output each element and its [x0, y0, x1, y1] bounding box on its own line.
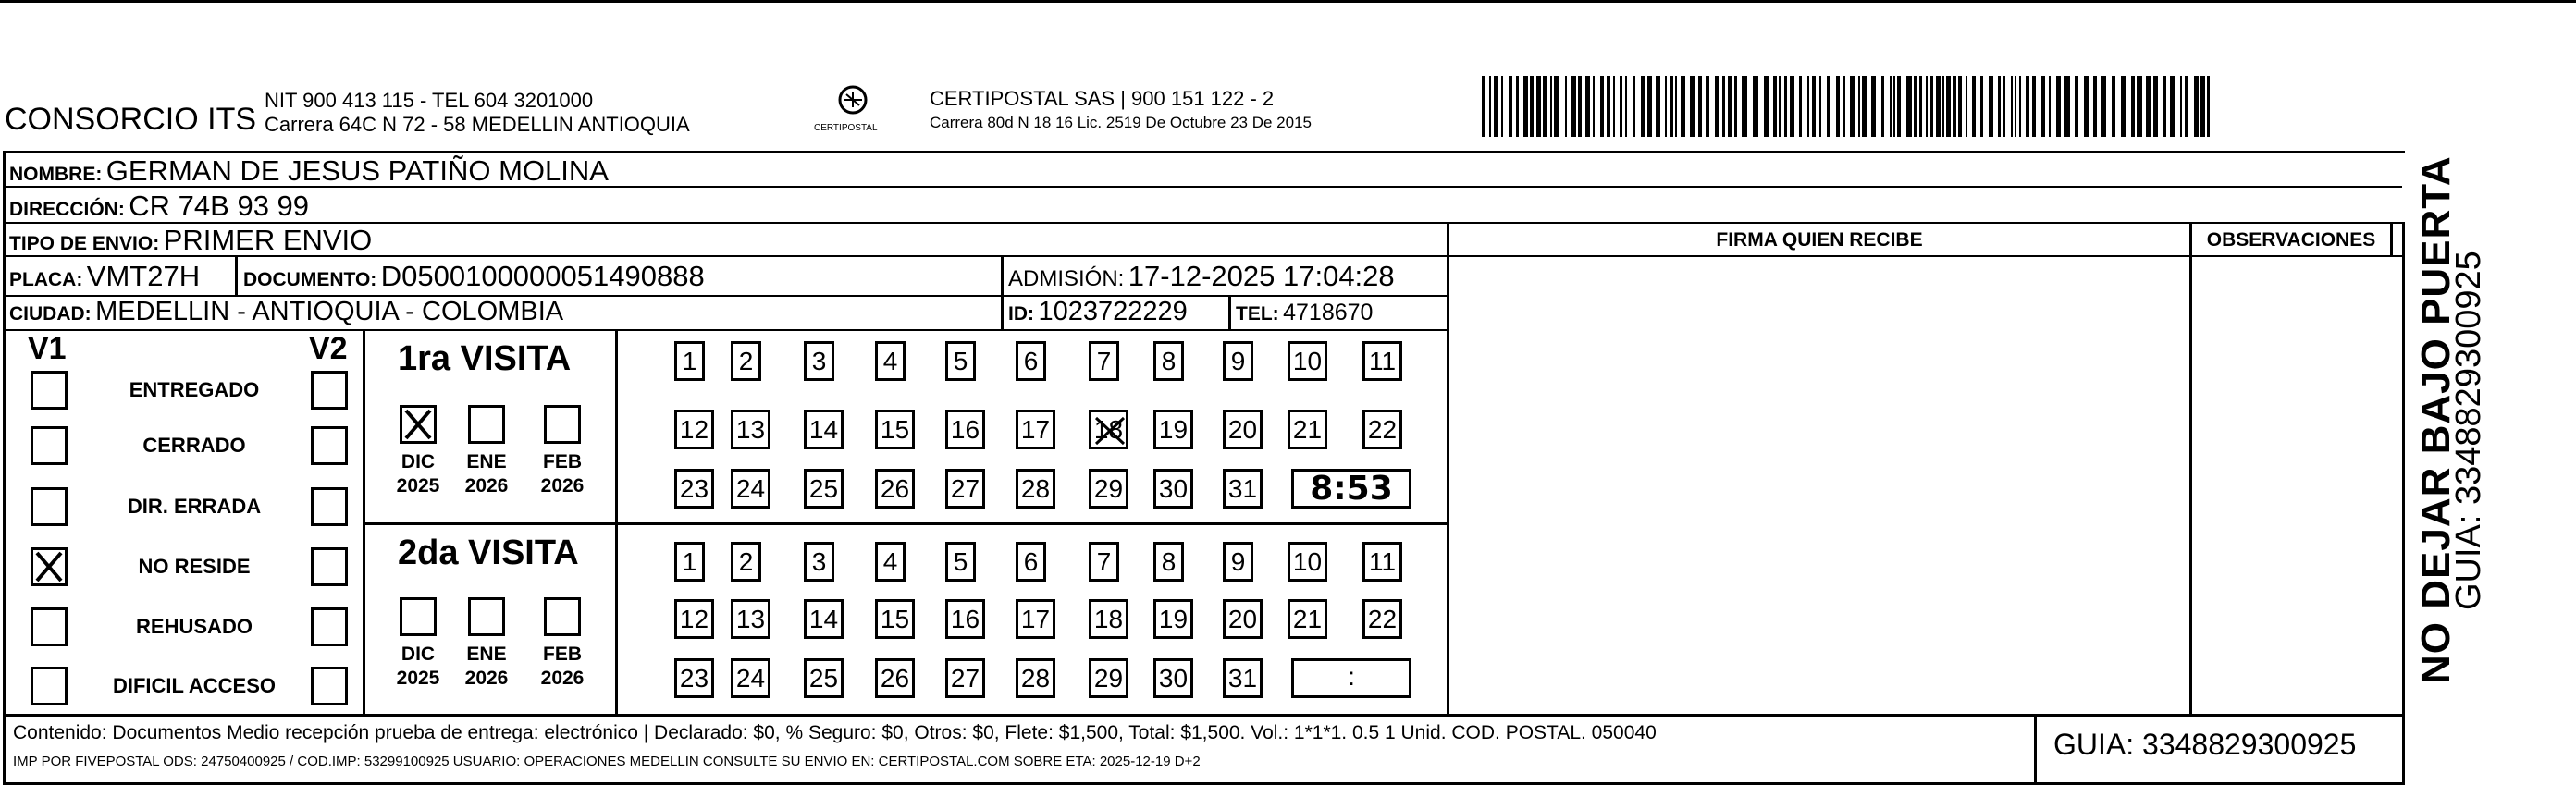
barcode-bar — [1799, 76, 1802, 137]
day-box[interactable]: 25 — [804, 658, 844, 698]
day-box[interactable]: 9 — [1223, 542, 1253, 582]
col-obs-right — [2390, 222, 2393, 256]
barcode-bar — [1926, 76, 1928, 137]
barcode-bar — [1698, 76, 1702, 137]
placa-value: VMT27H — [86, 260, 201, 292]
month-year: 2026 — [464, 668, 509, 689]
placa-sep — [235, 255, 238, 296]
month-name: DIC — [401, 644, 436, 665]
day-box[interactable]: 7 — [1089, 341, 1119, 381]
company-name: CONSORCIO ITS — [5, 102, 257, 137]
barcode-bar — [1807, 76, 1809, 137]
barcode-bar — [1862, 76, 1867, 137]
month-name: ENE — [466, 451, 507, 472]
month-year: 2026 — [540, 668, 585, 689]
day-box[interactable]: 31 — [1223, 658, 1263, 698]
day-box[interactable]: 4 — [875, 341, 906, 381]
barcode-bar — [2011, 76, 2013, 137]
barcode-bar — [1773, 76, 1777, 137]
v1-checkbox[interactable] — [31, 426, 68, 465]
status-label: ENTREGADO — [129, 378, 260, 401]
barcode-bar — [2015, 76, 2016, 137]
barcode-bar — [2180, 76, 2182, 137]
ciudad-value: MEDELLIN - ANTIOQUIA - COLOMBIA — [95, 297, 564, 326]
barcode-bar — [2163, 76, 2166, 137]
barcode-bar — [2207, 76, 2210, 137]
visits-sep — [363, 522, 1448, 525]
frame-left — [3, 151, 6, 785]
day-box[interactable]: 13 — [731, 410, 770, 449]
barcode-bar — [1613, 76, 1615, 137]
day-box[interactable]: 15 — [875, 599, 915, 639]
barcode-bar — [1509, 76, 1512, 137]
day-box[interactable]: 5 — [945, 542, 976, 582]
v1-label: V1 — [28, 331, 67, 366]
day-box[interactable]: 10 — [1288, 542, 1327, 582]
barcode-bar — [1953, 76, 1956, 137]
barcode-bar — [1958, 76, 1962, 137]
day-box[interactable]: 30 — [1153, 469, 1193, 509]
barcode-bar — [1998, 76, 2001, 137]
day-box[interactable]: 14 — [804, 599, 844, 639]
barcode-bar — [1550, 76, 1552, 137]
barcode-bar — [1516, 76, 1519, 137]
barcode-bar — [1554, 76, 1559, 137]
v2-checkbox[interactable] — [311, 607, 348, 646]
v2-label: V2 — [309, 331, 348, 366]
status-label: CERRADO — [142, 434, 246, 457]
barcode-bar — [1893, 76, 1895, 137]
barcode-bar — [2101, 76, 2106, 137]
month-name: DIC — [401, 451, 436, 472]
barcode-bar — [2003, 76, 2005, 137]
barcode-bar — [1980, 76, 1983, 137]
col-firma-left — [1447, 222, 1449, 715]
certipostal-logo — [807, 83, 899, 141]
admision-label: ADMISIÓN: — [1008, 266, 1125, 291]
barcode-bar — [1890, 76, 1892, 137]
barcode-bar — [1523, 76, 1528, 137]
day-box[interactable]: 12 — [674, 410, 714, 449]
barcode-bar — [1585, 76, 1590, 137]
placa-label: PLACA: — [9, 269, 83, 290]
status-label: REHUSADO — [136, 615, 253, 638]
month-year: 2025 — [396, 475, 440, 497]
day-box[interactable]: 2 — [731, 542, 761, 582]
barcode-bar — [1489, 76, 1491, 137]
day-box[interactable]: 24 — [731, 469, 770, 509]
v2-checkbox[interactable] — [311, 667, 348, 705]
tipo-envio-label: TIPO DE ENVIO: — [9, 233, 160, 254]
day-box[interactable]: 5 — [945, 341, 976, 381]
barcode-bar — [1647, 76, 1652, 137]
barcode-bar — [1593, 76, 1595, 137]
barcode-bar — [1819, 76, 1821, 137]
barcode-bar — [1972, 76, 1976, 137]
status-label: DIR. ERRADA — [127, 495, 262, 518]
side-warning: NO DEJAR BAJO PUERTA — [2413, 155, 2459, 684]
barcode-bar — [1530, 76, 1534, 137]
barcode-bar — [1641, 76, 1645, 137]
company-address: Carrera 64C N 72 - 58 MEDELLIN ANTIOQUIA — [265, 113, 690, 136]
admision-value: 17-12-2025 17:04:28 — [1128, 260, 1395, 292]
frame-top — [3, 151, 2405, 153]
v1-checkbox[interactable] — [31, 547, 68, 586]
v1-checkbox[interactable] — [31, 667, 68, 705]
second-visit-title: 2da VISITA — [398, 533, 579, 572]
day-box[interactable]: 29 — [1089, 469, 1128, 509]
day-box[interactable]: 13 — [731, 599, 770, 639]
tel-sep — [1228, 295, 1231, 329]
barcode-bar — [2131, 76, 2135, 137]
day-box[interactable]: 30 — [1153, 658, 1193, 698]
barcode-bar — [2153, 76, 2158, 137]
day-box[interactable]: 23 — [674, 469, 714, 509]
day-box[interactable]: 25 — [804, 469, 844, 509]
day-box[interactable]: 3 — [804, 542, 834, 582]
barcode-bar — [1734, 76, 1737, 137]
barcode-bar — [1881, 76, 1884, 137]
month-name: ENE — [466, 644, 507, 665]
month-checkbox[interactable] — [400, 597, 437, 636]
barcode-bar — [1715, 76, 1719, 137]
barcode-bar — [1706, 76, 1709, 137]
time-box[interactable]: 8:53 — [1291, 469, 1411, 509]
barcode-bar — [1836, 76, 1840, 137]
barcode-bar — [1790, 76, 1794, 137]
day-box[interactable]: 18 — [1089, 599, 1128, 639]
barcode-bar — [1670, 76, 1673, 137]
barcode-bar — [2049, 76, 2051, 137]
day-box[interactable]: 26 — [875, 658, 915, 698]
nombre-label: NOMBRE: — [9, 164, 103, 185]
day-box[interactable]: 15 — [875, 410, 915, 449]
v1-checkbox[interactable] — [31, 487, 68, 526]
barcode-bar — [2194, 76, 2199, 137]
barcode-bar — [1722, 76, 1725, 137]
barcode-bar — [1946, 76, 1951, 137]
month-name: FEB — [543, 451, 582, 472]
barcode-bar — [1607, 76, 1610, 137]
barcode-bar — [1565, 76, 1567, 137]
day-box[interactable]: 17 — [1016, 410, 1055, 449]
day-box[interactable]: 1 — [674, 542, 705, 582]
day-box[interactable]: 1 — [674, 341, 705, 381]
barcode-bar — [1675, 76, 1677, 137]
day-box[interactable]: 28 — [1016, 658, 1055, 698]
day-box[interactable]: 8 — [1153, 542, 1184, 582]
carrier-address: Carrera 80d N 18 16 Lic. 2519 De Octubre 23 De 2015 — [930, 114, 1312, 131]
barcode-bar — [1690, 76, 1695, 137]
barcode-bar — [2019, 76, 2021, 137]
ciudad-label: CIUDAD: — [9, 303, 92, 325]
barcode-bar — [1753, 76, 1758, 137]
barcode-bar — [1966, 76, 1967, 137]
documento-value: D0500100000051490888 — [380, 260, 705, 292]
barcode-bar — [1482, 76, 1485, 137]
observaciones-header: OBSERVACIONES — [2206, 229, 2376, 251]
side-guia: GUIA: 3348829300925 — [2449, 251, 2488, 610]
barcode — [1482, 76, 2214, 137]
day-box[interactable]: 6 — [1016, 341, 1046, 381]
status-label: DIFICIL ACCESO — [112, 674, 276, 697]
barcode-bar — [1930, 76, 1933, 137]
barcode-bar — [1536, 76, 1541, 137]
month-checkbox[interactable] — [400, 405, 437, 444]
barcode-bar — [2093, 76, 2097, 137]
frame-right — [2402, 222, 2405, 785]
barcode-bar — [1620, 76, 1622, 137]
v2-checkbox[interactable] — [311, 547, 348, 586]
barcode-bar — [1779, 76, 1781, 137]
barcode-bar — [2056, 76, 2061, 137]
barcode-bar — [1728, 76, 1732, 137]
frame-bottom — [3, 782, 2405, 785]
month-checkbox[interactable] — [544, 405, 581, 444]
footer-contenido: Contenido: Documentos Medio recepción prueba de entrega: electrónico | Declarado: $0, % Seguro: $0, Otros: $0, Flete: $1,500, Total: $1,500. Vol.: 1*1*1. 0.5 1 Unid. COD. POSTAL. 050040 — [13, 722, 1657, 743]
month-year: 2026 — [540, 475, 585, 497]
barcode-bar — [1543, 76, 1547, 137]
barcode-bar — [1625, 76, 1627, 137]
barcode-bar — [2032, 76, 2036, 137]
id-label: ID: — [1008, 303, 1034, 325]
barcode-bar — [1936, 76, 1941, 137]
day-box[interactable]: 18 — [1089, 410, 1128, 449]
admision-sep — [1001, 255, 1004, 329]
footer-guia: GUIA: 3348829300925 — [2053, 728, 2357, 761]
barcode-bar — [1989, 76, 1993, 137]
direccion-value: CR 74B 93 99 — [129, 190, 310, 222]
barcode-bar — [1742, 76, 1747, 137]
barcode-bar — [1501, 76, 1503, 137]
barcode-bar — [2075, 76, 2078, 137]
barcode-bar — [1919, 76, 1922, 137]
day-box[interactable]: 20 — [1223, 410, 1263, 449]
month-checkbox[interactable] — [544, 597, 581, 636]
day-box[interactable]: 11 — [1362, 542, 1402, 582]
day-box[interactable]: 4 — [875, 542, 906, 582]
barcode-bar — [2121, 76, 2126, 137]
day-box[interactable]: 26 — [875, 469, 915, 509]
day-box[interactable]: 21 — [1288, 599, 1327, 639]
carrier-name: CERTIPOSTAL SAS | 900 151 122 - 2 — [930, 87, 1275, 110]
barcode-bar — [2170, 76, 2175, 137]
day-box[interactable]: 17 — [1016, 599, 1055, 639]
day-box[interactable]: 2 — [731, 341, 761, 381]
tel-label: TEL: — [1236, 303, 1279, 325]
row-sep-5 — [3, 329, 1449, 331]
day-box[interactable]: 21 — [1288, 410, 1327, 449]
barcode-bar — [2137, 76, 2142, 137]
day-box[interactable]: 28 — [1016, 469, 1055, 509]
month-checkbox[interactable] — [468, 405, 505, 444]
day-box[interactable]: 16 — [945, 410, 985, 449]
barcode-bar — [1906, 76, 1912, 137]
firma-header: FIRMA QUIEN RECIBE — [1716, 229, 1923, 251]
documento-label: DOCUMENTO: — [243, 269, 377, 290]
day-box[interactable]: 12 — [674, 599, 714, 639]
footer-imp: IMP POR FIVEPOSTAL ODS: 24750400925 / COD.IMP: 53299100925 USUARIO: OPERACIONES MEDELLIN CONSULTE SU ENVIO EN: CERTIPOSTAL.COM SOBRE ETA: 2025-12-19 D+2 — [13, 754, 1201, 769]
barcode-bar — [1764, 76, 1769, 137]
month-year: 2025 — [396, 668, 440, 689]
barcode-bar — [1858, 76, 1860, 137]
barcode-bar — [1494, 76, 1498, 137]
barcode-bar — [1914, 76, 1917, 137]
day-box[interactable]: 22 — [1362, 410, 1402, 449]
month-year: 2026 — [464, 475, 509, 497]
day-box[interactable]: 19 — [1153, 410, 1193, 449]
day-box[interactable]: 23 — [674, 658, 714, 698]
barcode-bar — [2064, 76, 2070, 137]
barcode-bar — [1871, 76, 1876, 137]
day-box[interactable]: 7 — [1089, 542, 1119, 582]
barcode-bar — [1827, 76, 1830, 137]
nombre-value: GERMAN DE JESUS PATIÑO MOLINA — [105, 154, 609, 187]
barcode-bar — [1850, 76, 1855, 137]
logo-caption: CERTIPOSTAL — [814, 123, 878, 133]
day-box[interactable]: 22 — [1362, 599, 1402, 639]
day-box[interactable]: 16 — [945, 599, 985, 639]
barcode-bar — [1681, 76, 1685, 137]
month-checkbox[interactable] — [468, 597, 505, 636]
day-box[interactable]: 9 — [1223, 341, 1253, 381]
v2-checkbox[interactable] — [311, 371, 348, 410]
tel-value: 4718670 — [1283, 300, 1374, 325]
day-box[interactable]: 31 — [1223, 469, 1263, 509]
barcode-bar — [1784, 76, 1787, 137]
barcode-bar — [1578, 76, 1582, 137]
barcode-bar — [1897, 76, 1901, 137]
barcode-bar — [2200, 76, 2205, 137]
v1-checkbox[interactable] — [31, 371, 68, 410]
day-box[interactable]: 27 — [945, 469, 985, 509]
v2-checkbox[interactable] — [311, 487, 348, 526]
day-box[interactable]: 19 — [1153, 599, 1193, 639]
barcode-bar — [2112, 76, 2115, 137]
barcode-bar — [1942, 76, 1944, 137]
barcode-bar — [1571, 76, 1576, 137]
day-box[interactable]: 3 — [804, 341, 834, 381]
status-label: NO RESIDE — [138, 555, 251, 578]
tipo-envio-value: PRIMER ENVIO — [163, 224, 373, 256]
first-visit-title: 1ra VISITA — [398, 339, 572, 378]
barcode-bar — [2146, 76, 2151, 137]
v1-checkbox[interactable] — [31, 607, 68, 646]
barcode-bar — [1665, 76, 1667, 137]
barcode-bar — [2084, 76, 2089, 137]
day-box[interactable]: 29 — [1089, 658, 1128, 698]
day-box[interactable]: 6 — [1016, 542, 1046, 582]
top-rule — [0, 0, 2576, 3]
day-box[interactable]: 11 — [1362, 341, 1402, 381]
day-box[interactable]: 27 — [945, 658, 985, 698]
day-box[interactable]: 10 — [1288, 341, 1327, 381]
v2-checkbox[interactable] — [311, 426, 348, 465]
barcode-bar — [2026, 76, 2029, 137]
day-mark-icon — [1091, 412, 1128, 458]
col-obs-left — [2189, 222, 2192, 715]
barcode-bar — [2041, 76, 2045, 137]
time-box[interactable]: : — [1291, 658, 1411, 698]
month-name: FEB — [543, 644, 582, 665]
day-box[interactable]: 14 — [804, 410, 844, 449]
barcode-bar — [1633, 76, 1635, 137]
guia-sep — [2034, 714, 2037, 785]
day-box[interactable]: 8 — [1153, 341, 1184, 381]
direccion-label: DIRECCIÓN: — [9, 199, 125, 220]
day-box[interactable]: 24 — [731, 658, 770, 698]
barcode-bar — [1656, 76, 1660, 137]
barcode-bar — [1843, 76, 1845, 137]
barcode-bar — [1600, 76, 1604, 137]
company-nit: NIT 900 413 115 - TEL 604 3201000 — [265, 89, 594, 112]
id-value: 1023722229 — [1038, 297, 1188, 326]
day-box[interactable]: 20 — [1223, 599, 1263, 639]
barcode-bar — [2185, 76, 2188, 137]
barcode-bar — [1812, 76, 1816, 137]
